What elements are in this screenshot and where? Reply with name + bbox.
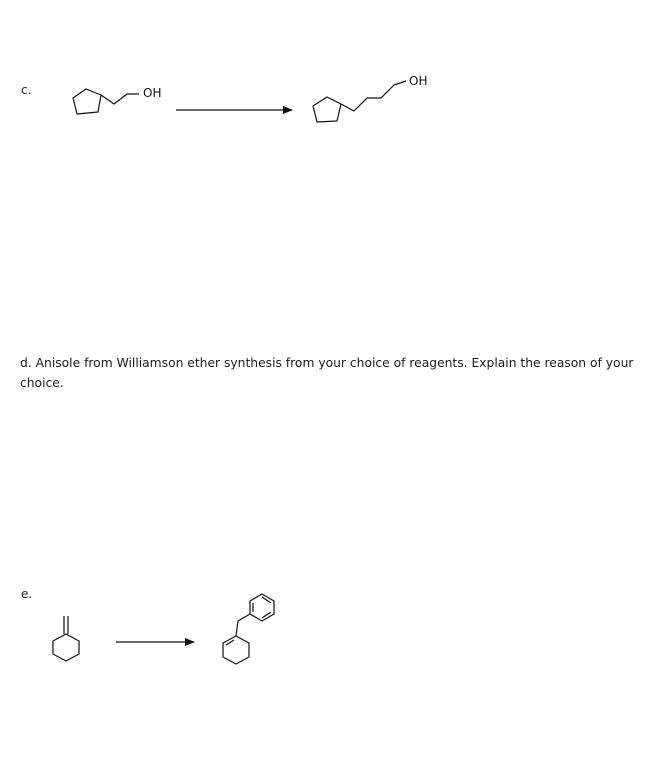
carbon-chain <box>101 94 139 104</box>
part-c-label: c. <box>21 83 32 97</box>
cyclopentane-ring <box>73 89 101 114</box>
cyclohexane-ring <box>53 634 79 661</box>
reactant-e-structure <box>53 616 79 661</box>
product-c-structure <box>313 81 406 122</box>
product-c-hydroxyl: OH <box>409 74 428 88</box>
cyclohexene-ring <box>223 636 249 664</box>
part-d-question: d. Anisole from Williamson ether synthesis from your choice of reagents. Explain the reason of your choice. <box>20 356 634 390</box>
benzene-ring <box>250 594 274 621</box>
reactant-c-hydroxyl: OH <box>143 86 162 100</box>
carbon-chain <box>341 81 406 111</box>
reactant-c-structure <box>73 89 139 114</box>
part-e-label: e. <box>21 587 33 601</box>
product-e-structure <box>223 594 274 664</box>
cyclopentane-ring <box>313 97 341 122</box>
methylene-bridge <box>236 614 250 636</box>
